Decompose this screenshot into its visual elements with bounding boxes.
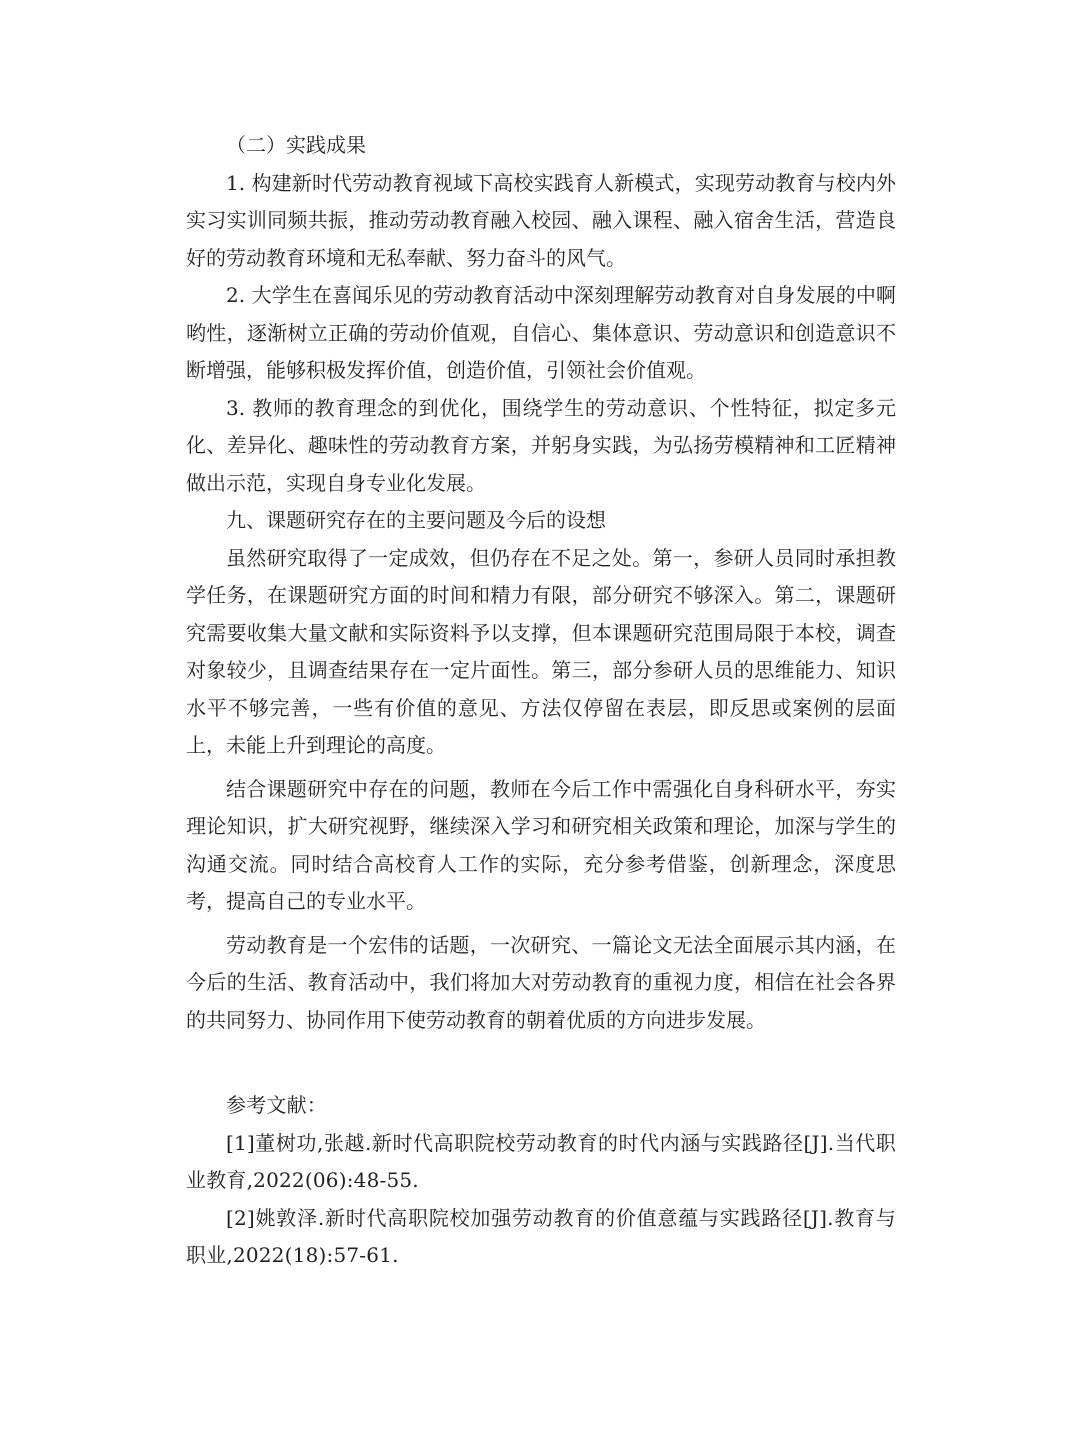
problems-paragraph-3: 劳动教育是一个宏伟的话题，一次研究、一篇论文无法全面展示其内涵，在今后的生活、教育活动中，我们将加大对劳动教育的重视力度，相信在社会各界的共同努力、协同作用下使劳动教育的朝着优质的方向进步发展。 <box>186 932 896 1032</box>
problems-paragraph-1: 虽然研究取得了一定成效，但仍存在不足之处。第一，参研人员同时承担教学任务，在课题研究方面的时间和精力有限，部分研究不够深入。第二，课题研究需要收集大量文献和实际资料予以支撑，但本课题研究范围局限于本校，调查对象较少，且调查结果存在一定片面性。第三，部分参研人员的思维能力、知识水平不够完善，一些有价值的意见、方法仅停留在表层，即反思或案例的层面上，未能上升到理论的高度。 <box>186 545 896 757</box>
practice-result-item-1: 1. 构建新时代劳动教育视域下高校实践育人新模式，实现劳动教育与校内外实习实训同频共振，推动劳动教育融入校园、融入课程、融入宿舍生活，营造良好的劳动教育环境和无私奉献、努力奋斗的风气。 <box>186 170 896 270</box>
document-page <box>186 127 896 1275</box>
section-heading-practice-results: （二）实践成果 <box>226 133 366 157</box>
practice-result-item-3: 3. 教师的教育理念的到优化，围绕学生的劳动意识、个性特征，拟定多元化、差异化、趣味性的劳动教育方案，并躬身实践，为弘扬劳模精神和工匠精神做出示范，实现自身专业化发展。 <box>186 395 896 495</box>
references-section <box>186 1087 896 1275</box>
practice-result-item-2: 2. 大学生在喜闻乐见的劳动教育活动中深刻理解劳动教育对自身发展的中啊哟性，逐渐树立正确的劳动价值观，自信心、集体意识、劳动意识和创造意识不断增强，能够积极发挥价值，创造价值，引领社会价值观。 <box>186 283 896 382</box>
problems-paragraph-2: 结合课题研究中存在的问题，教师在今后工作中需强化自身科研水平，夯实理论知识，扩大研究视野，继续深入学习和研究相关政策和理论，加深与学生的沟通交流。同时结合高校育人工作的实际，充分参考借鉴，创新理念，深度思考，提高自己的专业水平。 <box>186 776 896 913</box>
references-heading: 参考文献： <box>226 1093 327 1117</box>
reference-item-1: [1]董树功,张越.新时代高职院校劳动教育的时代内涵与实践路径[J].当代职业教育,2022(06):48-55. <box>186 1130 896 1192</box>
section-heading-problems: 九、课题研究存在的主要问题及今后的设想 <box>226 508 606 532</box>
reference-item-2: [2]姚敦泽.新时代高职院校加强劳动教育的价值意蕴与实践路径[J].教育与职业,2022(18):57-61. <box>186 1205 896 1267</box>
